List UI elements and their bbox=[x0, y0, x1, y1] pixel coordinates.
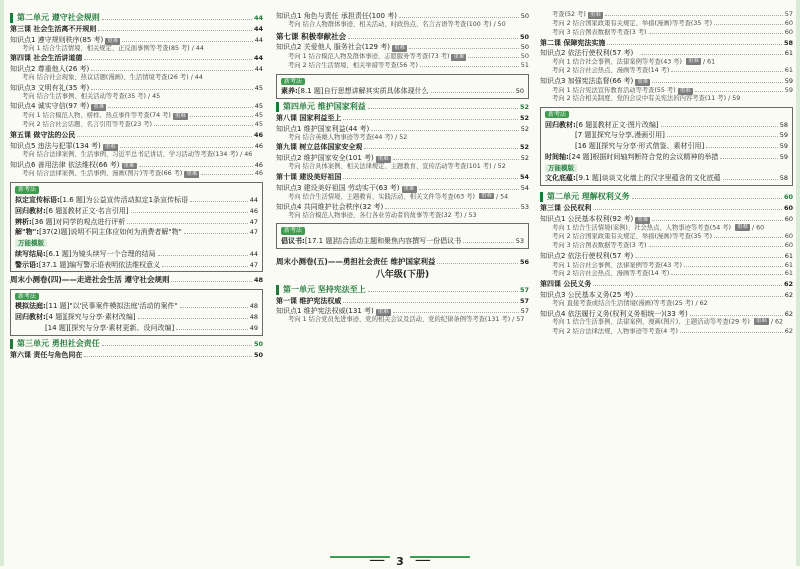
new-method-box bbox=[276, 223, 529, 249]
lesson-heading[interactable]: 第六课 责任与角色同在 50 bbox=[10, 350, 263, 359]
knowledge-point[interactable]: 知识点3 公民基本义务(25 考) 62 bbox=[540, 290, 793, 299]
knowledge-point[interactable]: 知识点3 建设美好祖国 劳动实干(63 考) 重难 54 bbox=[276, 183, 529, 192]
unit-heading[interactable]: 第一单元 坚持宪法至上 57 bbox=[276, 285, 529, 295]
knowledge-point[interactable]: 知识点1 维护国家利益(44 考) 52 bbox=[276, 124, 529, 133]
exam-direction: 考向 2 结合相关制度、党的会议中有关宪法的内容考查(11 考) / 59 bbox=[552, 95, 741, 102]
new-method-box bbox=[10, 182, 263, 272]
new-method-item[interactable]: 素养:[8.1 题]自行思想讲解其实质具体体现什么 50 bbox=[281, 87, 524, 96]
lesson-heading[interactable]: 第二课 保障宪法实施 58 bbox=[540, 38, 793, 47]
new-method-item[interactable]: 辨析:[36 题]对同学的观点进行评析 47 bbox=[15, 217, 258, 226]
knowledge-point[interactable]: 知识点4 诚实守信(97 考) 重难 45 bbox=[10, 102, 263, 111]
lesson-heading[interactable]: 第三课 公民权利 60 bbox=[540, 204, 793, 213]
new-method-badge: 新考法 bbox=[545, 111, 569, 119]
exam-direction: 考向 结合英雄人物事迹等考查(44 考) / 52 bbox=[288, 133, 408, 141]
unit-heading[interactable]: 第四单元 维护国家利益 52 bbox=[276, 102, 529, 112]
exam-direction: 考向 结合生活情境、主题教育、实践活动、相关文件等考查(63 考) 重难 / 54 bbox=[288, 192, 509, 200]
new-method-badge: 新考法 bbox=[281, 227, 305, 235]
lesson-heading[interactable]: 第七课 积极奉献社会 50 bbox=[276, 31, 529, 41]
new-method-item[interactable]: 解"物":[37(2)题]说明不同主体应如何为消费者解"物" 47 bbox=[15, 228, 258, 237]
knowledge-point[interactable]: 知识点1 公民基本权利(92 考) 重难 60 bbox=[540, 214, 793, 223]
knowledge-point[interactable]: 知识点2 关爱他人 服务社会(129 考) 重难 50 bbox=[276, 42, 529, 51]
knowledge-point[interactable]: 知识点2 维护国家安全(101 考) 重难 52 bbox=[276, 154, 529, 163]
exam-direction: 考向 1 结合模范人物、榜样、热点事件等考查(74 考) 重难 45 bbox=[22, 111, 263, 120]
exam-direction: 考向 3 结合图表数据等考查(3 考) 60 bbox=[552, 240, 793, 249]
new-method-item[interactable]: [14 题][探究与分享·素材更新、设问改编] 49 bbox=[45, 323, 258, 332]
new-method-item[interactable]: [16 题][探究与分享·形式借鉴、素材引用] 59 bbox=[575, 142, 788, 151]
exam-direction: 考向 结合模范人物事迹、各行各业劳动者的故事等考查(32 考) / 53 bbox=[288, 211, 477, 219]
grade-heading: 八年级(下册) bbox=[375, 270, 430, 281]
knowledge-point[interactable]: 知识点2 尊重他人(26 考) 44 bbox=[10, 65, 263, 74]
knowledge-point[interactable]: 知识点1 遵守规则秩序(85 考) 重难 44 bbox=[10, 35, 263, 44]
toc-column-1 bbox=[10, 10, 263, 359]
new-method-badge: 新考法 bbox=[15, 293, 39, 301]
left-edge-strip bbox=[0, 0, 4, 566]
exam-direction: 考向 1 结合模范人物及群体事迹、志愿服务等考查(73 考) 重难 50 bbox=[288, 51, 529, 60]
exam-direction: 考查(52 考) 重难 57 bbox=[552, 10, 793, 18]
exam-direction: 考向 1 结合社会事例、法律案例等考查(43 考) 61 bbox=[552, 260, 793, 269]
new-method-item[interactable]: 文化底蕴:[9.1 题]谈谈文化墙上的汉字里蕴含的文化底蕴 58 bbox=[545, 174, 788, 183]
lesson-heading[interactable]: 第四课 公民义务 62 bbox=[540, 280, 793, 289]
exam-direction: 考向 1 结合党员先进事迹、党的相关会议及活动、党的纪律条例等考查(131 考) / 57 bbox=[288, 316, 525, 324]
toc-column-2 bbox=[276, 10, 529, 324]
exam-direction: 考向 1 结合社会事例、法律案例等考查(43 考) 重难 / 61 bbox=[552, 58, 716, 66]
knowledge-point[interactable]: 知识点2 依法行使权利(57 考) 61 bbox=[540, 251, 793, 260]
new-method-item[interactable]: 回归教材:[6 题][教材正文·名言引用] 46 bbox=[15, 206, 258, 215]
lesson-heading[interactable]: 第一课 维护宪法权威 57 bbox=[276, 296, 529, 305]
new-method-item[interactable]: [7 题][探究与分享,漫画引用] 59 bbox=[575, 131, 788, 140]
lesson-heading[interactable]: 第八课 国家利益至上 52 bbox=[276, 114, 529, 123]
exam-direction: 考向 2 结合法律法规、人物事迹等考查(4 考) 62 bbox=[552, 326, 793, 335]
lesson-heading[interactable]: 第三课 社会生活离不开规则 44 bbox=[10, 25, 263, 33]
new-method-item[interactable]: 警示语:[37.1 题]编写警示语表明依法维权意义 47 bbox=[15, 260, 258, 269]
exam-direction: 考向 结合法律案例、生活事例、习近平总书记讲话、学习活动等考查(134 考) / 46 bbox=[22, 150, 253, 158]
new-method-box bbox=[540, 107, 793, 186]
lesson-heading[interactable]: 第十课 建设美好祖国 54 bbox=[276, 172, 529, 181]
new-method-item[interactable]: 拟定宣传标语:[1.6 题]为公益宣传活动拟定1条宣传标语 44 bbox=[15, 196, 258, 205]
unit-heading[interactable]: 第二单元 理解权利义务 60 bbox=[540, 192, 793, 202]
new-method-box bbox=[276, 74, 529, 100]
unit-heading[interactable]: 第三单元 勇担社会责任 50 bbox=[10, 339, 263, 349]
new-method-item[interactable]: 续写结局:[6.1 题]为镜头续写一个合理的结局 44 bbox=[15, 249, 258, 258]
new-method-item[interactable]: 回归教材:[6 题][教材正文·图片改编] 58 bbox=[545, 120, 788, 129]
exam-direction: 考向 1 结合生活情境、相关规定、正反面事例等考查(85 考) / 44 bbox=[22, 44, 204, 52]
knowledge-point[interactable]: 知识点4 依法履行义务(权利义务相统一)(33 考) 62 bbox=[540, 309, 793, 318]
knowledge-point[interactable]: 知识点1 角色与责任 承担责任(100 考) 50 bbox=[276, 12, 529, 20]
toc-column-3 bbox=[540, 10, 793, 335]
knowledge-point[interactable]: 知识点4 共同维护社会秩序(32 考) 53 bbox=[276, 202, 529, 211]
new-method-badge: 新考法 bbox=[281, 78, 305, 86]
exam-direction: 考向 2 结合社会话题、名言引用等考查(23 考) 45 bbox=[22, 120, 263, 129]
weekly-test-heading[interactable]: 周末小测卷(四)——走进社会生活 遵守社会规则 48 bbox=[10, 275, 263, 285]
exam-direction: 考向 3 结合图表数据等考查(3 考) 60 bbox=[552, 27, 793, 36]
exam-direction: 考向 直接考查或结合生活情境(漫画)等考查(25 考) / 62 bbox=[552, 299, 708, 307]
page-number: — 3 — bbox=[369, 550, 431, 569]
new-method-item[interactable]: 倡议书:[17.1 题]结合活动主题和聚焦内容撰写一份倡议书 53 bbox=[281, 237, 524, 246]
exam-direction: 考向 2 结合社会热点、漫画等考查(14 考) 61 bbox=[552, 66, 793, 75]
exam-direction: 考向 结合社会现象、热议话题(漫画)、生活情境考查(26 考) / 44 bbox=[22, 73, 203, 81]
new-method-item[interactable]: 回归教材:[4 题][探究与分享·素材改编] 48 bbox=[15, 313, 258, 322]
unit-heading[interactable]: 第二单元 遵守社会规则 44 bbox=[10, 13, 263, 23]
exam-direction: 考向 1 结合生活情境(案例)、社会热点、人物事迹等考查(54 考) 重难 / 60 bbox=[552, 223, 765, 232]
exam-direction: 考向 2 结合国家政策有关规定、举措(漫画)等考查(35 考) 60 bbox=[552, 232, 793, 241]
lesson-heading[interactable]: 第四课 社会生活讲道德 44 bbox=[10, 54, 263, 63]
exam-direction: 考向 2 结合生活情境、相关举措等考查(56 考) 51 bbox=[288, 60, 529, 69]
knowledge-point[interactable]: 知识点3 文明有礼(35 考) 45 bbox=[10, 83, 263, 92]
knowledge-point[interactable]: 知识点2 依法行使权利(57 考) 61 bbox=[540, 49, 793, 58]
exam-direction: 考向 结合人物群体事迹、相关活动、时政热点、名言古语等考查(100 考) / 50 bbox=[288, 20, 506, 28]
exam-direction: 考向 结合生活事例、相关活动等考查(35 考) / 45 bbox=[22, 92, 161, 100]
knowledge-point[interactable]: 知识点5 违法与犯罪(134 考) 重难 46 bbox=[10, 141, 263, 150]
knowledge-point[interactable]: 知识点6 善用法律 依法维权(66 考) 重难 46 bbox=[10, 160, 263, 169]
new-method-badge: 新考法 bbox=[15, 186, 39, 194]
lesson-heading[interactable]: 第五课 做守法的公民 46 bbox=[10, 131, 263, 140]
template-tag: 万能模版 bbox=[545, 164, 577, 172]
exam-direction: 考向 结合具体案例、相关法律规定、主题教育、宣传活动等考查(101 考) / 52 bbox=[288, 163, 506, 171]
exam-direction: 考向 1 结合生活事例、法律案例、漫画(图片)、主题活动等考查(29 考) 重难 / 62 bbox=[552, 318, 784, 326]
knowledge-point[interactable]: 知识点1 维护宪法权威(131 考) 重难 57 bbox=[276, 307, 529, 316]
new-method-item[interactable]: 模拟法庭:[11 题]"以'民事案件模拟法庭'活动的案件" 48 bbox=[15, 302, 258, 311]
exam-direction: 考向 结合法律案例、生活事例、漫画(图片)等考查(66 考) 重难 46 bbox=[22, 169, 263, 178]
exam-direction: 考向 1 结合宪法宣传教育活动等考查(55 考) 重难 59 bbox=[552, 86, 793, 95]
template-tag: 万能模版 bbox=[15, 239, 47, 247]
exam-direction: 考向 2 结合国家政策有关规定、举措(漫画)等考查(35 考) 60 bbox=[552, 18, 793, 27]
exam-direction: 考向 2 结合社会热点、漫画等考查(14 考) 61 bbox=[552, 269, 793, 278]
right-edge-strip bbox=[796, 0, 800, 566]
lesson-heading[interactable]: 第九课 树立总体国家安全观 52 bbox=[276, 143, 529, 152]
knowledge-point[interactable]: 知识点3 加强宪法监督(66 考) 重难 59 bbox=[540, 77, 793, 86]
new-method-item[interactable]: 时间轴:[24 题]根据时间轴判断符合党的会议精神的举措 59 bbox=[545, 152, 788, 161]
new-method-box bbox=[10, 289, 263, 336]
weekly-test-heading[interactable]: 周末小测卷(五)——勇担社会责任 维护国家利益 56 bbox=[276, 256, 529, 266]
